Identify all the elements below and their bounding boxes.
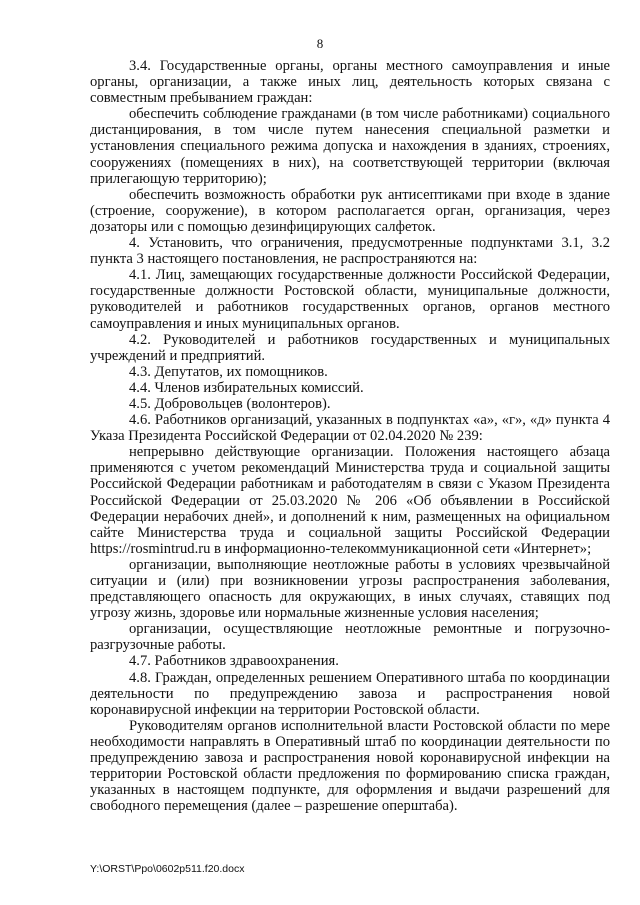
paragraph-4-4: 4.4. Членов избирательных комиссий. [129, 379, 364, 396]
paragraph-4-2: 4.2. Руководителей и работников государственных и муниципальных учреждений и предприятий. [90, 331, 610, 364]
paragraph-4-3: 4.3. Депутатов, их помощников. [129, 363, 328, 380]
paragraph-4-8: 4.8. Граждан, определенных решением Оперативного штаба по координации деятельности по предупреждению завоза и распространения новой коронавирусной инфекции на территории Ростовской области. [90, 669, 610, 718]
paragraph-4-5: 4.5. Добровольцев (волонтеров). [129, 395, 331, 412]
document-body [90, 58, 610, 814]
footer-file-path: Y:\ORST\Ppo\0602p511.f20.docx [90, 863, 245, 875]
paragraph-repair-orgs: организации, осуществляющие неотложные ремонтные и погрузочно-разгрузочные работы. [90, 621, 610, 654]
paragraph-antiseptics: обеспечить возможность обработки рук антисептиками при входе в здание (строение, сооружение), в котором располагается орган, организация, через дозаторы или с помощью дезинфицирующих салфеток. [90, 186, 610, 235]
paragraph-emergency-orgs: организации, выполняющие неотложные работы в условиях чрезвычайной ситуации и (или) при возникновении угрозы распространения заболевания, представляющего опасность для окружающих, в иных случаях, ставящих под угрозу жизнь, здоровье или нормальные жизненные условия населения; [90, 556, 610, 622]
paragraph-heads-of-bodies: Руководителям органов исполнительной власти Ростовской области по мере необходимости направлять в Оперативный штаб по координации деятельности по предупреждению завоза и распространения новой коронавирусной инфекции на территории Ростовской области предложения по формированию списка граждан, указанных в настоящем подпункте, для оформления и выдачи разрешений для свободного перемещения (далее – разрешение оперштаба). [90, 717, 610, 815]
page-number: 8 [316, 36, 324, 51]
paragraph-4: 4. Установить, что ограничения, предусмотренные подпунктами 3.1, 3.2 пункта 3 настоящего постановления, не распространяются на: [90, 235, 610, 268]
paragraph-3-4: 3.4. Государственные органы, органы местного самоуправления и иные органы, организации, а также иных лиц, деятельность которых связана с совместным пребыванием граждан: [90, 58, 610, 107]
paragraph-4-6: 4.6. Работников организаций, указанных в подпунктах «а», «г», «д» пункта 4 Указа Президента Российской Федерации от 02.04.2020 № 239: [90, 412, 610, 445]
paragraph-continuous-orgs: непрерывно действующие организации. Положения настоящего абзаца применяются с учетом рекомендаций Министерства труда и социальной защиты Российской Федерации работникам и работодателям в связи с Указом Президента Российской Федерации от 25.03.2020 № 206 «Об объявлении в Российской Федерации нерабочих дней», и дополнений к ним, размещенных на официальном сайте Министерства труда и социальной защиты Российской Федерации https://rosmintrud.ru в информационно-телекоммуникационной сети «Интернет»; [90, 444, 610, 557]
paragraph-4-7: 4.7. Работников здравоохранения. [129, 653, 339, 670]
paragraph-distancing: обеспечить соблюдение гражданами (в том числе работниками) социального дистанцирования, в том числе путем нанесения специальной разметки и установления специального режима допуска и нахождения в зданиях, строениях, сооружениях (помещениях в них), на соответствующей территории (включая прилегающую территорию); [90, 106, 610, 187]
paragraph-4-1: 4.1. Лиц, замещающих государственные должности Российской Федерации, государственные должности Ростовской области, муниципальные должности, руководителей и работников государственных органов, органов местного самоуправления и иных муниципальных органов. [90, 267, 610, 332]
